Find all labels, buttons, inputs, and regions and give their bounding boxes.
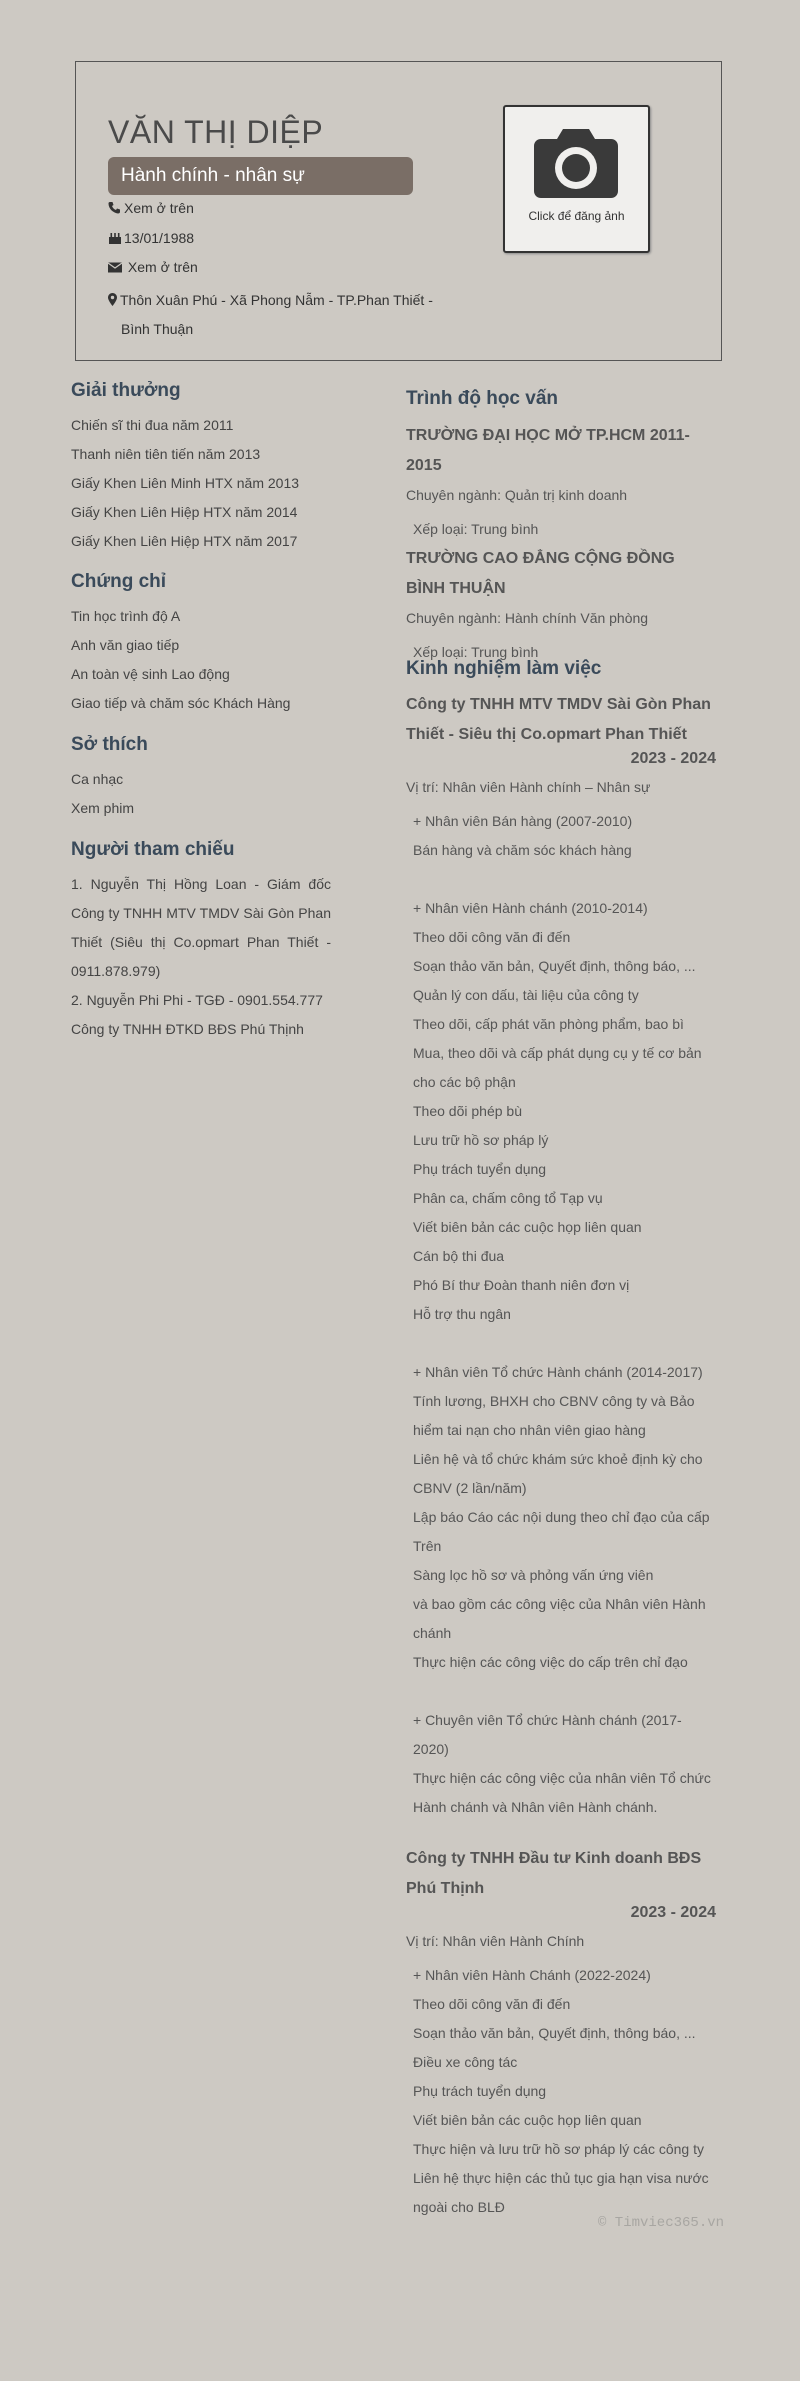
left-column	[71, 380, 331, 1044]
detail-line: Sàng lọc hồ sơ và phỏng vấn ứng viên	[413, 1567, 654, 1583]
school-rank: Xếp loại: Trung bình	[413, 521, 539, 537]
references-list	[71, 870, 331, 1044]
experience-section	[406, 658, 716, 2222]
candidate-name: VĂN THỊ DIỆP	[108, 114, 324, 150]
hobbies-list	[71, 765, 331, 823]
school-rank: Xếp loại: Trung bình	[413, 644, 539, 660]
education-title: Trình độ học vấn	[406, 388, 559, 409]
list-item: Tin học trình độ A	[71, 608, 181, 624]
job-years: 2023 - 2024	[630, 750, 716, 767]
list-item: An toàn vệ sinh Lao động	[71, 666, 230, 682]
detail-line: Theo dõi công văn đi đến	[413, 929, 571, 945]
job-title-banner: Hành chính - nhân sự	[108, 157, 413, 195]
job-1	[406, 690, 716, 1822]
school-1	[406, 421, 716, 544]
address-line-1: Thôn Xuân Phú - Xã Phong Nẫm - TP.Phan Thiết -	[120, 292, 433, 308]
detail-line: Theo dõi, cấp phát văn phòng phẩm, bao bì	[413, 1016, 684, 1032]
list-item: Giấy Khen Liên Hiệp HTX năm 2017	[71, 533, 298, 549]
awards-title: Giải thưởng	[71, 380, 181, 401]
hobbies-title: Sở thích	[71, 734, 148, 755]
address-row	[108, 286, 433, 343]
birthday-value: 13/01/1988	[124, 230, 195, 246]
detail-line: Quản lý con dấu, tài liệu của công ty	[413, 987, 639, 1003]
detail-line: Phụ trách tuyển dụng	[413, 2083, 547, 2099]
job-role: Vị trí: Nhân viên Hành chính – Nhân sự	[406, 779, 651, 795]
list-item: Anh văn giao tiếp	[71, 637, 180, 653]
references-title: Người tham chiếu	[71, 839, 235, 860]
detail-line: Viết biên bản các cuộc họp liên quan	[413, 2112, 642, 2128]
detail-line: Lưu trữ hồ sơ pháp lý	[413, 1132, 549, 1148]
list-item: Chiến sĩ thi đua năm 2011	[71, 417, 234, 433]
detail-line: Thực hiện các công việc của nhân viên Tổ chức Hành chánh và Nhân viên Hành chánh.	[413, 1770, 711, 1815]
detail-line: Bán hàng và chăm sóc khách hàng	[413, 842, 632, 858]
detail-line: Liên hệ thực hiện các thủ tục gia hạn visa nước ngoài cho BLĐ	[413, 2170, 709, 2215]
phone-icon	[108, 201, 122, 217]
detail-line: Phân ca, chấm công tổ Tạp vụ	[413, 1190, 603, 1206]
detail-line: Thực hiện và lưu trữ hồ sơ pháp lý các công ty	[413, 2141, 704, 2157]
camera-icon	[533, 127, 619, 199]
company-name: Công ty TNHH Đầu tư Kinh doanh BĐS Phú Thịnh	[406, 1850, 702, 1897]
school-major: Chuyên ngành: Hành chính Văn phòng	[406, 610, 649, 626]
list-item: Giấy Khen Liên Minh HTX năm 2013	[71, 475, 300, 491]
experience-title: Kinh nghiệm làm việc	[406, 658, 602, 679]
education-section	[406, 388, 716, 667]
upload-photo-button[interactable]	[503, 105, 650, 253]
detail-line: + Nhân viên Tổ chức Hành chánh (2014-2017)	[413, 1364, 703, 1380]
job-role: Vị trí: Nhân viên Hành Chính	[406, 1933, 585, 1949]
list-item: Xem phim	[71, 800, 135, 816]
cv-header	[75, 61, 722, 361]
detail-line: + Nhân viên Hành Chánh (2022-2024)	[413, 1967, 651, 1983]
detail-line: Thực hiện các công việc do cấp trên chỉ đạo	[413, 1654, 688, 1670]
detail-line: và bao gồm các công việc của Nhân viên Hành chánh	[413, 1596, 706, 1641]
detail-line: Soạn thảo văn bản, Quyết định, thông báo, ...	[413, 2025, 696, 2041]
detail-line: Viết biên bản các cuộc họp liên quan	[413, 1219, 642, 1235]
detail-line: + Nhân viên Hành chánh (2010-2014)	[413, 900, 648, 916]
detail-line: Theo dõi công văn đi đến	[413, 1996, 571, 2012]
awards-list	[71, 411, 331, 556]
reference-2-company: Công ty TNHH ĐTKD BĐS Phú Thịnh	[71, 1021, 304, 1037]
certificates-list	[71, 602, 331, 718]
list-item: Ca nhạc	[71, 771, 124, 787]
birthday-cake-icon	[108, 231, 122, 247]
detail-line	[413, 865, 716, 894]
phone-row	[108, 200, 194, 217]
detail-line: Liên hệ và tổ chức khám sức khoẻ định kỳ cho CBNV (2 lần/năm)	[413, 1451, 703, 1496]
detail-line	[413, 1329, 716, 1358]
list-item: Giấy Khen Liên Hiệp HTX năm 2014	[71, 504, 298, 520]
list-item: Giao tiếp và chăm sóc Khách Hàng	[71, 695, 291, 711]
school-major: Chuyên ngành: Quản trị kinh doanh	[406, 487, 628, 503]
detail-line: Phụ trách tuyển dụng	[413, 1161, 547, 1177]
phone-value: Xem ở trên	[124, 200, 194, 216]
detail-line	[413, 1677, 716, 1706]
certificates-title: Chứng chỉ	[71, 571, 167, 592]
job-2-details	[406, 1961, 716, 2222]
email-value: Xem ở trên	[127, 259, 198, 275]
reference-2-name: 2. Nguyễn Phi Phi - TGĐ - 0901.554.777	[71, 992, 323, 1008]
detail-line: Lập báo Cáo các nội dung theo chỉ đạo của cấp Trên	[413, 1509, 710, 1554]
detail-line: Cán bộ thi đua	[413, 1248, 505, 1264]
detail-line: + Nhân viên Bán hàng (2007-2010)	[413, 813, 633, 829]
school-2	[406, 544, 716, 667]
detail-line: Soạn thảo văn bản, Quyết định, thông báo, ...	[413, 958, 696, 974]
company-name: Công ty TNHH MTV TMDV Sài Gòn Phan Thiết - Siêu thị Co.opmart Phan Thiết	[406, 696, 711, 743]
detail-line: Phó Bí thư Đoàn thanh niên đơn vị	[413, 1277, 630, 1293]
address-line-2: Bình Thuận	[121, 321, 194, 338]
job-1-details	[406, 807, 716, 1822]
photo-caption: Click để đăng ảnh	[528, 209, 625, 223]
email-row	[108, 259, 198, 276]
job-years: 2023 - 2024	[630, 1904, 716, 1921]
map-marker-icon	[108, 287, 118, 315]
detail-line: Hỗ trợ thu ngân	[413, 1306, 511, 1322]
detail-line: + Chuyên viên Tổ chức Hành chánh (2017-2020)	[413, 1712, 682, 1757]
school-name: TRƯỜNG ĐẠI HỌC MỞ TP.HCM 2011-2015	[406, 427, 690, 474]
list-item: Thanh niên tiên tiến năm 2013	[71, 446, 261, 462]
detail-line: Mua, theo dõi và cấp phát dụng cụ y tế cơ bản cho các bộ phận	[413, 1045, 702, 1090]
detail-line: Tính lương, BHXH cho CBNV công ty và Bảo hiểm tai nạn cho nhân viên giao hàng	[413, 1393, 695, 1438]
birthday-row	[108, 230, 194, 247]
school-name: TRƯỜNG CAO ĐẲNG CỘNG ĐỒNG BÌNH THUẬN	[406, 550, 675, 597]
footer-watermark: © Timviec365.vn	[598, 2215, 725, 2231]
detail-line: Theo dõi phép bù	[413, 1103, 522, 1119]
envelope-icon	[108, 260, 122, 276]
detail-line: Điều xe công tác	[413, 2054, 518, 2070]
reference-1: 1. Nguyễn Thị Hồng Loan - Giám đốc Công ty TNHH MTV TMDV Sài Gòn Phan Thiết (Siêu thị Co.opmart Phan Thiết - 0911.878.979)	[71, 876, 331, 979]
job-2	[406, 1844, 716, 2222]
